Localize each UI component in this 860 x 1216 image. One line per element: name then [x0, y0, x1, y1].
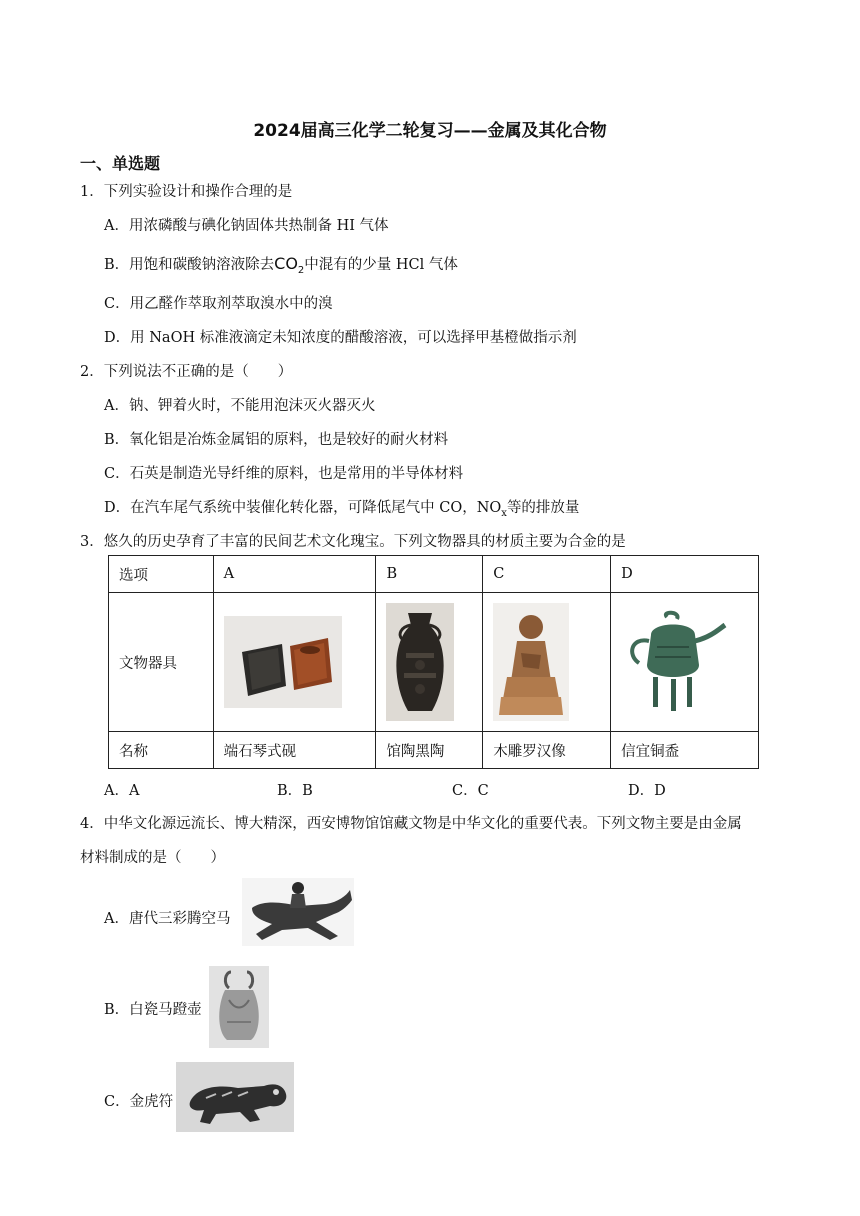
page-title: 2024届高三化学二轮复习——金属及其化合物 [253, 121, 607, 141]
table-image-cell [213, 593, 376, 732]
nox-subscript: x [501, 507, 507, 519]
question-2-option-a: A．钠、钾着火时，不能用泡沫灭火器灭火 [104, 398, 376, 414]
section-heading: 一、单选题 [80, 154, 161, 173]
table-image-row [109, 593, 759, 732]
question-1-stem: 1．下列实验设计和操作合理的是 [80, 184, 293, 200]
table-cell: 名称 [109, 732, 214, 769]
co2-symbol: CO [274, 254, 298, 273]
inkstone-image [224, 616, 376, 708]
question-4-option-b: B．白瓷马蹬壶 [104, 1002, 202, 1018]
black-pottery-image [386, 603, 482, 721]
option-d-prefix: D．在汽车尾气系统中装催化转化器，可降低尾气中 CO，NO [104, 500, 502, 516]
arhat-statue-image [493, 603, 610, 721]
question-1-option-a: A．用浓磷酸与碘化钠固体共热制备 HI 气体 [104, 218, 389, 234]
table-cell: 木雕罗汉像 [483, 732, 611, 769]
table-cell: D [611, 556, 759, 593]
table-cell: 信宜铜盉 [611, 732, 759, 769]
question-3-option-c: C．C [452, 783, 489, 799]
table-cell: 选项 [109, 556, 214, 593]
question-3-option-d: D．D [628, 783, 666, 799]
bronze-vessel-image [621, 607, 758, 717]
table-cell: 馆陶黑陶 [376, 732, 483, 769]
option-b-suffix: 中混有的少量 HCl 气体 [304, 257, 458, 273]
co2-subscript: 2 [297, 265, 305, 277]
table-image-cell [376, 593, 483, 732]
tricolor-horse-image [242, 878, 354, 946]
table-cell: 文物器具 [109, 593, 214, 732]
question-2-option-d [104, 496, 579, 519]
option-d-suffix: 等的排放量 [506, 500, 580, 516]
question-4-option-c: C．金虎符 [104, 1094, 174, 1110]
table-cell: C [483, 556, 611, 593]
question-4-option-a: A．唐代三彩腾空马 [104, 911, 231, 927]
option-b-prefix: B．用饱和碳酸钠溶液除去 [104, 257, 275, 273]
gold-tiger-tally-image [176, 1062, 294, 1132]
question-1-option-b [104, 253, 458, 276]
table-name-row [109, 732, 759, 769]
question-2-option-c: C．石英是制造光导纤维的原料，也是常用的半导体材料 [104, 466, 464, 482]
question-1-option-c: C．用乙醛作萃取剂萃取溴水中的溴 [104, 296, 333, 312]
porcelain-flask-image [209, 966, 269, 1048]
question-3-option-b: B．B [277, 783, 313, 799]
table-cell: 端石琴式砚 [213, 732, 376, 769]
table-cell: B [376, 556, 483, 593]
table-image-cell [483, 593, 611, 732]
table-cell: A [213, 556, 376, 593]
question-2-option-b: B．氧化铝是冶炼金属铝的原料，也是较好的耐火材料 [104, 432, 449, 448]
question-4-stem-line1: 4．中华文化源远流长、博大精深，西安博物馆馆藏文物是中华文化的重要代表。下列文物主要是由金属 [80, 816, 742, 832]
question-3-stem: 3．悠久的历史孕育了丰富的民间艺术文化瑰宝。下列文物器具的材质主要为合金的是 [80, 534, 626, 550]
question-1-option-d: D．用 NaOH 标准液滴定未知浓度的醋酸溶液，可以选择甲基橙做指示剂 [104, 330, 577, 346]
table-header-row [109, 556, 759, 593]
artifact-table [108, 555, 759, 769]
question-4-stem-line2: 材料制成的是（ ） [80, 850, 225, 866]
question-3-option-a: A．A [104, 783, 140, 799]
co2-formula [274, 254, 305, 277]
table-image-cell [611, 593, 759, 732]
question-2-stem: 2．下列说法不正确的是（ ） [80, 364, 293, 380]
